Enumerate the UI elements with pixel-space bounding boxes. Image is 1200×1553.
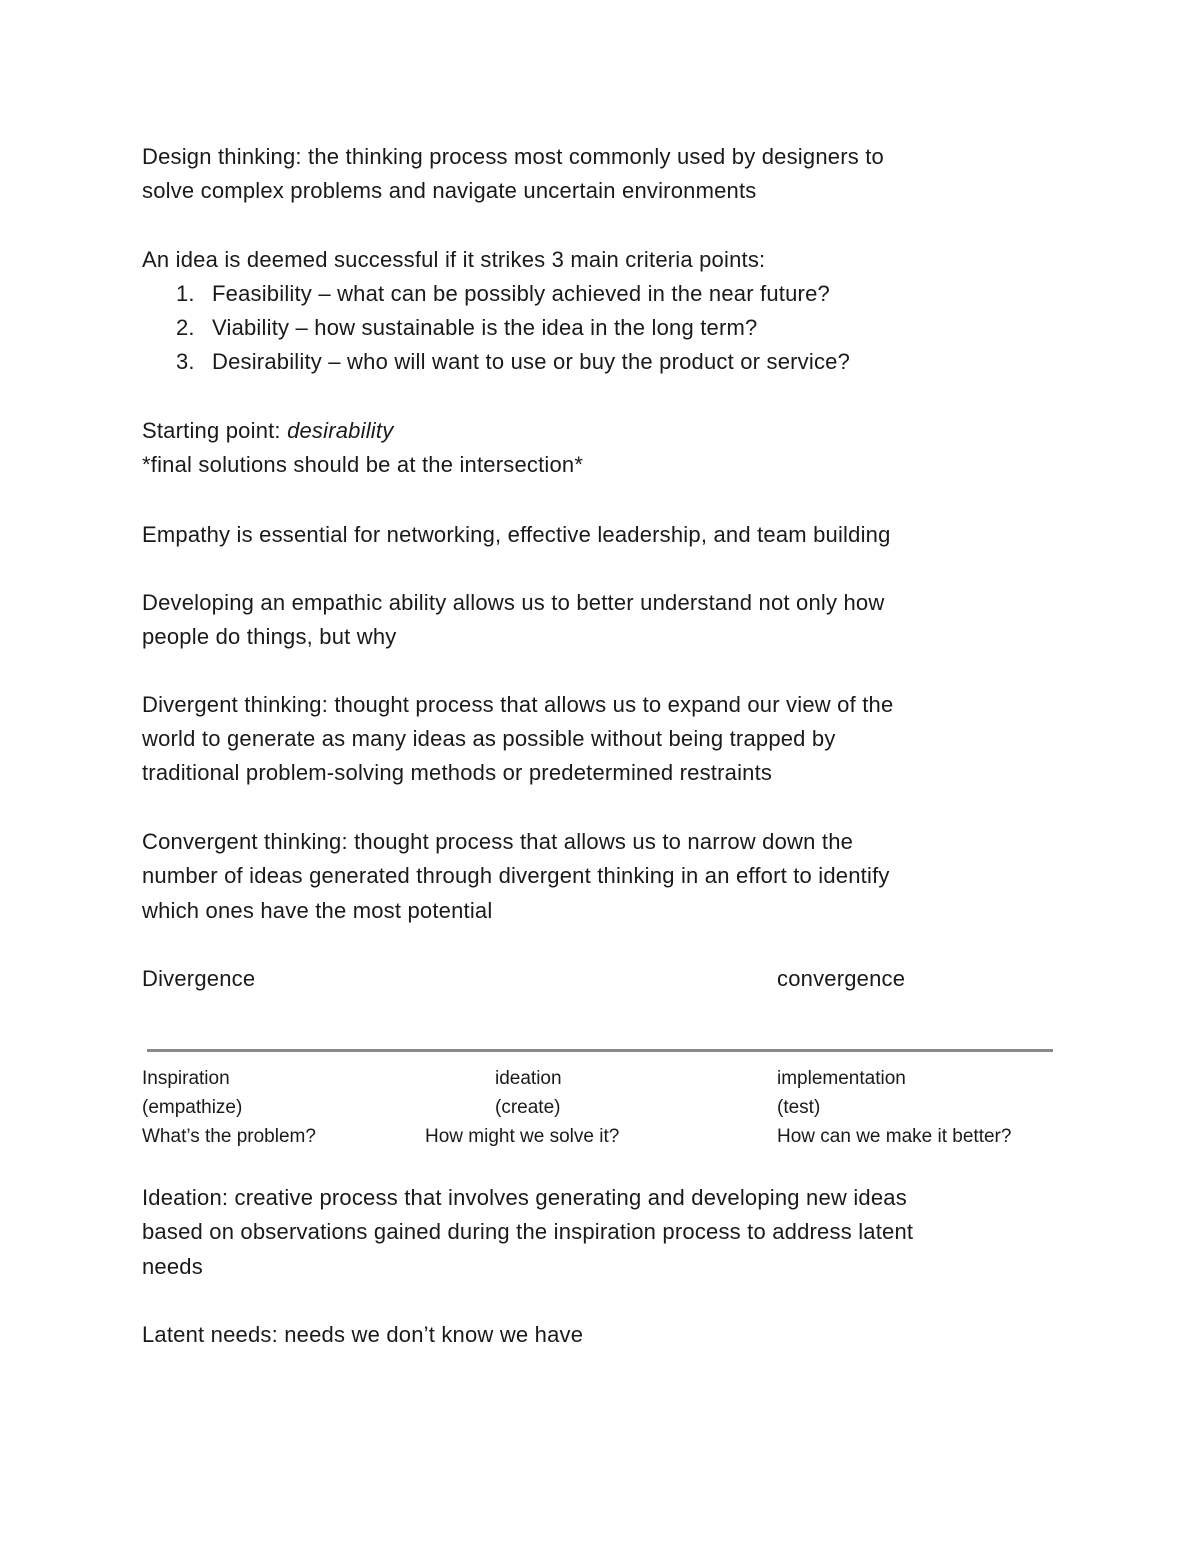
convergence-label: convergence bbox=[777, 966, 906, 991]
divergent-line-1: Divergent thinking: thought process that allows us to expand our view of the bbox=[142, 692, 894, 717]
criteria-item-3 bbox=[176, 345, 850, 379]
empathic-line-2: people do things, but why bbox=[142, 624, 397, 649]
criteria-item-2 bbox=[176, 311, 757, 345]
criteria-text: Viability – how sustainable is the idea in the long term? bbox=[212, 315, 758, 340]
criteria-number: 2. bbox=[176, 315, 195, 340]
divergence-label: Divergence bbox=[142, 966, 256, 991]
empathic-line-1: Developing an empathic ability allows us to better understand not only how bbox=[142, 590, 885, 615]
criteria-text: Feasibility – what can be possibly achieved in the near future? bbox=[212, 281, 830, 306]
ideation-line-2: based on observations gained during the inspiration process to address latent bbox=[142, 1219, 914, 1244]
design-thinking-line-1: Design thinking: the thinking process most commonly used by designers to bbox=[142, 144, 884, 169]
criteria-number: 1. bbox=[176, 281, 195, 306]
design-thinking-line-2: solve complex problems and navigate uncertain environments bbox=[142, 178, 757, 203]
convergent-line-2: number of ideas generated through divergent thinking in an effort to identify bbox=[142, 863, 890, 888]
phase-ideation-paren: (create) bbox=[495, 1097, 561, 1118]
ideation-line-1: Ideation: creative process that involves generating and developing new ideas bbox=[142, 1185, 907, 1210]
final-solutions-note: *final solutions should be at the intersection* bbox=[142, 452, 584, 477]
criteria-text: Desirability – who will want to use or buy the product or service? bbox=[212, 349, 851, 374]
divergent-line-3: traditional problem-solving methods or predetermined restraints bbox=[142, 760, 773, 785]
starting-point-label: Starting point: bbox=[142, 418, 288, 443]
convergent-line-1: Convergent thinking: thought process that allows us to narrow down the bbox=[142, 829, 854, 854]
phase-ideation: ideation bbox=[495, 1068, 562, 1089]
criteria-item-1 bbox=[176, 277, 830, 311]
convergent-line-3: which ones have the most potential bbox=[142, 898, 493, 923]
empathy-line: Empathy is essential for networking, effective leadership, and team building bbox=[142, 522, 891, 547]
criteria-number: 3. bbox=[176, 349, 195, 374]
phase-inspiration-question: What’s the problem? bbox=[142, 1126, 316, 1147]
starting-point bbox=[142, 414, 393, 448]
phase-ideation-question: How might we solve it? bbox=[425, 1126, 620, 1147]
phase-inspiration: Inspiration bbox=[142, 1068, 230, 1089]
criteria-intro: An idea is deemed successful if it strikes 3 main criteria points: bbox=[142, 247, 766, 272]
timeline-rule bbox=[147, 1049, 1053, 1052]
phase-implementation-question: How can we make it better? bbox=[777, 1126, 1012, 1147]
phase-implementation-paren: (test) bbox=[777, 1097, 821, 1118]
phase-inspiration-paren: (empathize) bbox=[142, 1097, 243, 1118]
starting-point-value: desirability bbox=[287, 418, 394, 443]
divergent-line-2: world to generate as many ideas as possible without being trapped by bbox=[142, 726, 836, 751]
ideation-line-3: needs bbox=[142, 1254, 203, 1279]
latent-needs-line: Latent needs: needs we don’t know we have bbox=[142, 1322, 584, 1347]
phase-implementation: implementation bbox=[777, 1068, 906, 1089]
